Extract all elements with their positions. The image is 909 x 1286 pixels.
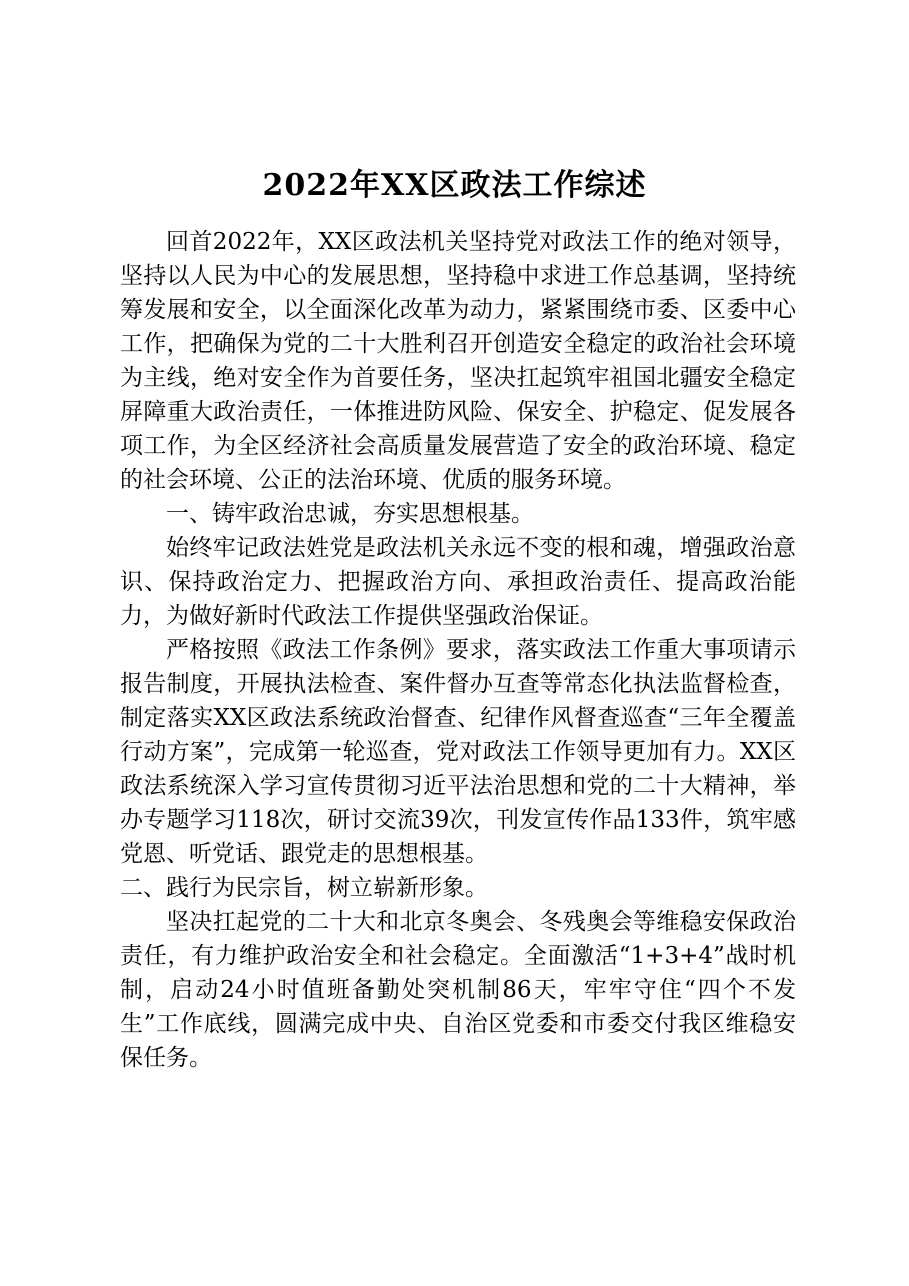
paragraph-section-1-b: 严格按照《政法工作条例》要求，落实政法工作重大事项请示报告制度，开展执法检查、案件督办互查等常态化执法监督检查，制定落实XX区政法系统政治督查、纪律作风督查巡查“三年全覆盖行动方案”，完成第一轮巡查，党对政法工作领导更加有力。XX区政法系统深入学习宣传贯彻习近平法治思想和党的二十大精神，举办专题学习118次，研讨交流39次，刊发宣传作品133件，筑牢感党恩、听党话、跟党走的思想根基。 bbox=[120, 637, 796, 867]
paragraph-intro: 回首2022年，XX区政法机关坚持党对政法工作的绝对领导，坚持以人民为中心的发展思想，坚持稳中求进工作总基调，坚持统筹发展和安全，以全面深化改革为动力，紧紧围绕市委、区委中心工作，把确保为党的二十大胜利召开创造安全稳定的政治社会环境为主线，绝对安全作为首要任务，坚决扛起筑牢祖国北疆安全稳定屏障重大政治责任，一体推进防风险、保安全、护稳定、促发展各项工作，为全区经济社会高质量发展营造了安全的政治环境、稳定的社会环境、公正的法治环境、优质的服务环境。 bbox=[120, 229, 796, 493]
document-body bbox=[120, 225, 796, 1075]
document-title: 2022年XX区政法工作综述 bbox=[262, 168, 647, 203]
paragraph-section-1-a: 始终牢记政法姓党是政法机关永远不变的根和魂，增强政治意识、保持政治定力、把握政治方向、承担政治责任、提高政治能力，为做好新时代政法工作提供坚强政治保证。 bbox=[120, 535, 796, 629]
paragraph-section-2-a: 坚决扛起党的二十大和北京冬奥会、冬残奥会等维稳安保政治责任，有力维护政治安全和社会稳定。全面激活“1+3+4”战时机制，启动24小时值班备勤处突机制86天，牢牢守住“四个不发生”工作底线，圆满完成中央、自治区党委和市委交付我区维稳安保任务。 bbox=[120, 909, 796, 1071]
section-heading-1: 一、铸牢政治忠诚，夯实思想根基。 bbox=[166, 501, 534, 527]
section-heading-2: 二、践行为民宗旨，树立崭新形象。 bbox=[120, 875, 488, 901]
